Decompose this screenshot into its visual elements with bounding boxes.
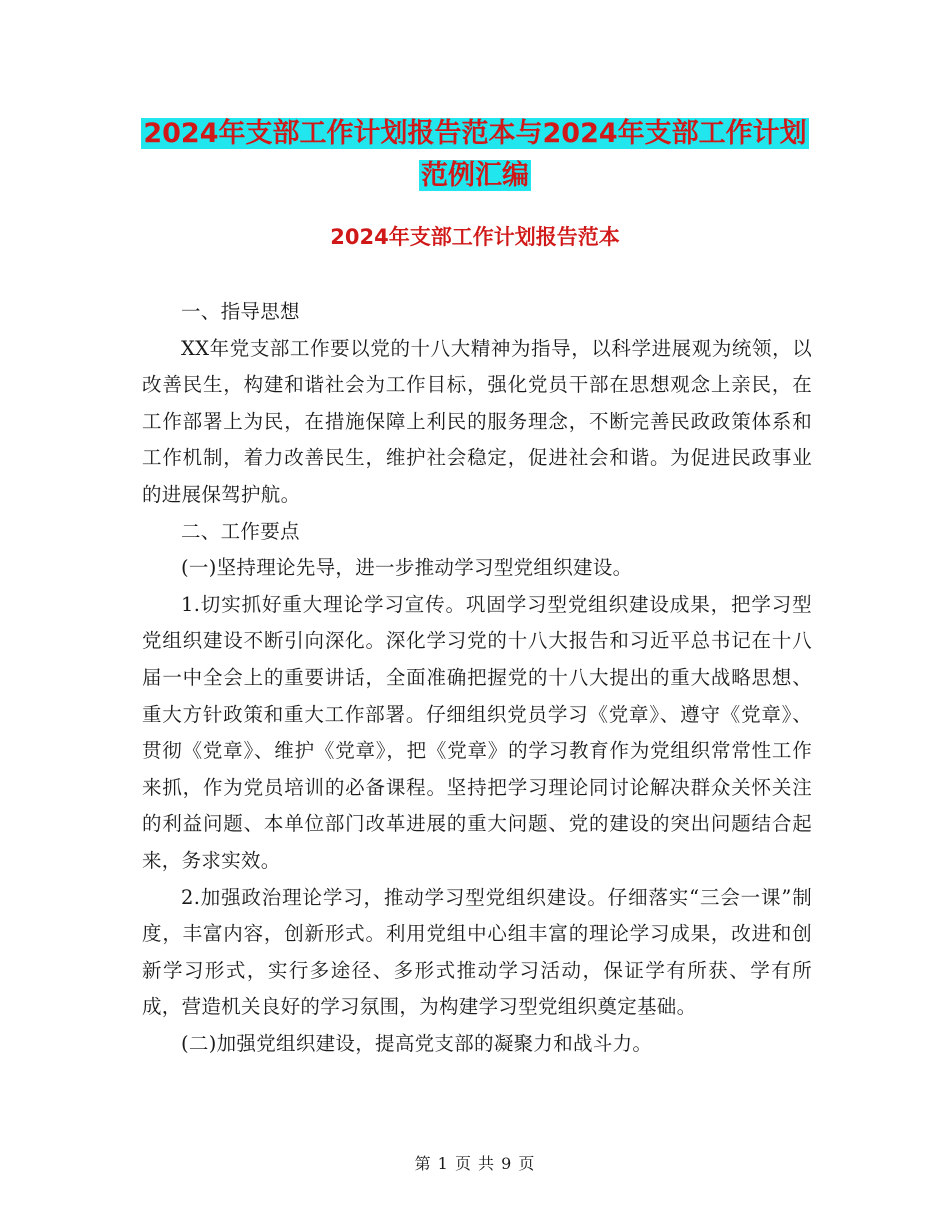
title-highlight-1: 2024年支部工作计划报告范本与2024年支部工作计划 (143, 118, 807, 149)
title-highlight-2: 范例汇编 (421, 160, 529, 191)
heading-work-points: 二、工作要点 (181, 519, 300, 543)
heading-guiding-ideology: 一、指导思想 (181, 300, 300, 323)
paragraph-item-1: 1.切实抓好重大理论学习宣传。巩固学习型党组织建设成果，把学习型党组织建设不断引向深化。深化学习党的十八大报告和习近平总书记在十八届一中全会上的重要讲话，全面准确把握党的十八大提出的重大战略思想、重大方针政策和重大工作部署。仔细组织党员学习《党章》、遵守《党章》、贯彻《党章》、维护《党章》，把《党章》的学习教育作为党组织常常性工作来抓，作为党员培训的必备课程。坚持把学习理论同讨论解决群众关怀关注的利益问题、本单位部门改革进展的重大问题、党的建设的突出问题结合起来，务求实效。 (142, 592, 812, 872)
page-footer: 第 1 页 共 9 页 (414, 1154, 536, 1173)
document-title-line-1 (0, 114, 950, 154)
document-body (142, 294, 812, 1062)
subheading-organization: (二)加强党组织建设，提高党支部的凝聚力和战斗力。 (181, 1031, 653, 1055)
subheading-theory: (一)坚持理论先导，进一步推动学习型党组织建设。 (181, 556, 633, 580)
paragraph-guiding-ideology: XX年党支部工作要以党的十八大精神为指导，以科学进展观为统领，以改善民生，构建和谐社会为工作目标，强化党员干部在思想观念上亲民，在工作部署上为民，在措施保障上利民的服务理念，不断完善民政政策体系和工作机制，着力改善民生，维护社会稳定，促进社会和谐。为促进民政事业的进展保驾护航。 (142, 336, 812, 506)
paragraph-item-2: 2.加强政治理论学习，推动学习型党组织建设。仔细落实“三会一课”制度，丰富内容，创新形式。利用党组中心组丰富的理论学习成果，改进和创新学习形式，实行多途径、多形式推动学习活动，保证学有所获、学有所成，营造机关良好的学习氛围，为构建学习型党组织奠定基础。 (142, 885, 812, 1019)
document-title-line-2 (0, 156, 950, 196)
section-title: 2024年支部工作计划报告范本 (330, 225, 620, 249)
